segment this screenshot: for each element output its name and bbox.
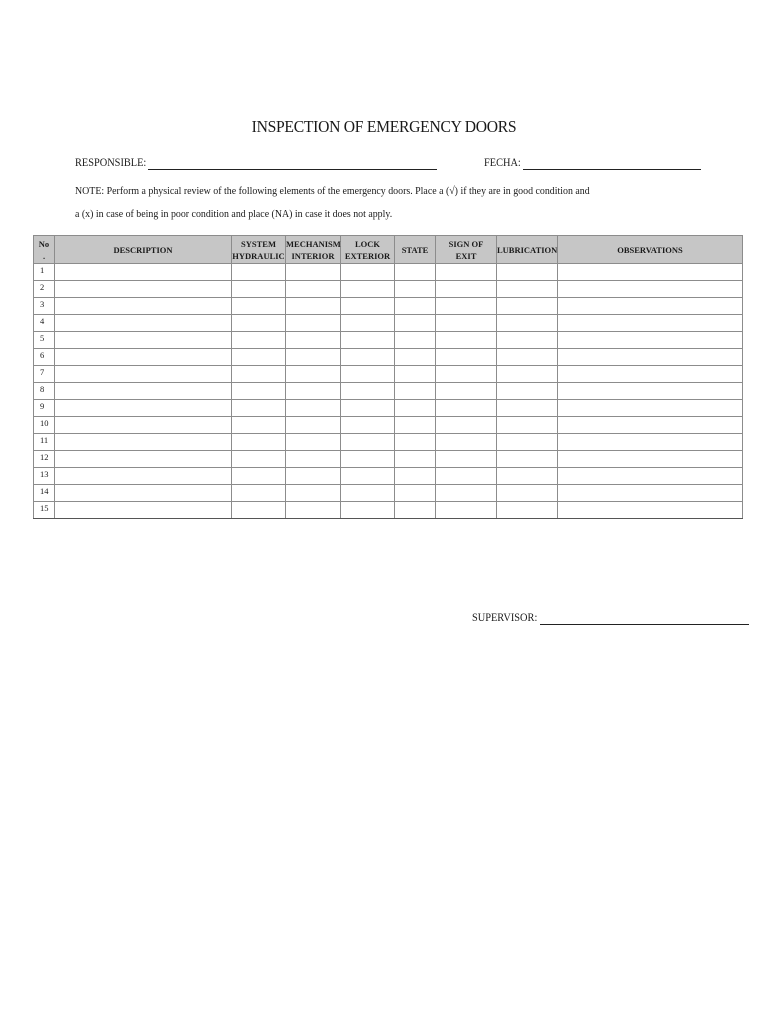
row-number: 6 [34, 349, 55, 366]
table-cell[interactable] [232, 434, 286, 451]
fecha-label: FECHA: [484, 157, 521, 169]
table-cell[interactable] [558, 468, 743, 485]
table-cell[interactable] [55, 366, 232, 383]
table-cell[interactable] [341, 366, 395, 383]
row-number: 5 [34, 332, 55, 349]
table-cell[interactable] [558, 332, 743, 349]
table-row [34, 315, 743, 332]
table-cell[interactable] [436, 434, 497, 451]
col-header-description: DESCRIPTION [55, 236, 232, 264]
row-number: 8 [34, 383, 55, 400]
table-cell[interactable] [558, 417, 743, 434]
table-cell[interactable] [286, 298, 341, 315]
table-cell[interactable] [341, 332, 395, 349]
table-cell[interactable] [232, 417, 286, 434]
table-cell[interactable] [286, 400, 341, 417]
table-cell[interactable] [286, 383, 341, 400]
table-cell[interactable] [497, 417, 558, 434]
table-cell[interactable] [395, 400, 436, 417]
row-number: 4 [34, 315, 55, 332]
table-cell[interactable] [286, 366, 341, 383]
table-row [34, 502, 743, 519]
table-cell[interactable] [558, 366, 743, 383]
table-cell[interactable] [395, 485, 436, 502]
table-row [34, 383, 743, 400]
table-cell[interactable] [497, 264, 558, 281]
row-number: 10 [34, 417, 55, 434]
table-cell[interactable] [497, 383, 558, 400]
row-number: 3 [34, 298, 55, 315]
table-cell[interactable] [395, 451, 436, 468]
table-cell[interactable] [436, 383, 497, 400]
table-cell[interactable] [436, 417, 497, 434]
table-cell[interactable] [341, 451, 395, 468]
table-cell[interactable] [436, 400, 497, 417]
table-cell[interactable] [395, 502, 436, 519]
table-cell[interactable] [55, 383, 232, 400]
table-row [34, 434, 743, 451]
table-cell[interactable] [286, 502, 341, 519]
table-cell[interactable] [232, 366, 286, 383]
table-cell[interactable] [341, 417, 395, 434]
table-cell[interactable] [55, 485, 232, 502]
table-cell[interactable] [436, 451, 497, 468]
table-cell[interactable] [558, 400, 743, 417]
table-cell[interactable] [497, 366, 558, 383]
table-cell[interactable] [286, 485, 341, 502]
table-cell[interactable] [497, 434, 558, 451]
table-row [34, 281, 743, 298]
table-cell[interactable] [232, 400, 286, 417]
table-cell[interactable] [558, 434, 743, 451]
table-cell[interactable] [341, 400, 395, 417]
table-cell[interactable] [436, 349, 497, 366]
table-cell[interactable] [232, 264, 286, 281]
table-cell[interactable] [341, 434, 395, 451]
col-header-lubrication: LUBRICATION [497, 236, 558, 264]
table-cell[interactable] [55, 332, 232, 349]
row-number: 11 [34, 434, 55, 451]
table-cell[interactable] [286, 349, 341, 366]
table-cell[interactable] [497, 298, 558, 315]
table-cell[interactable] [395, 366, 436, 383]
table-row [34, 400, 743, 417]
supervisor-field[interactable] [540, 623, 749, 625]
table-row [34, 298, 743, 315]
table-cell[interactable] [497, 281, 558, 298]
table-cell[interactable] [436, 332, 497, 349]
table-cell[interactable] [286, 281, 341, 298]
table-cell[interactable] [395, 383, 436, 400]
responsible-field[interactable] [148, 168, 437, 170]
row-number: 9 [34, 400, 55, 417]
inspection-table [33, 235, 743, 519]
row-number: 2 [34, 281, 55, 298]
table-cell[interactable] [497, 315, 558, 332]
table-cell[interactable] [436, 298, 497, 315]
table-cell[interactable] [232, 451, 286, 468]
fecha-field[interactable] [523, 168, 701, 170]
table-cell[interactable] [395, 332, 436, 349]
table-cell[interactable] [395, 281, 436, 298]
note-line-2: a (x) in case of being in poor condition and place (NA) in case it does not apply. [75, 208, 393, 220]
table-cell[interactable] [497, 400, 558, 417]
table-cell[interactable] [497, 502, 558, 519]
table-cell[interactable] [286, 332, 341, 349]
col-header-lock-exterior: LOCK EXTERIOR [341, 236, 395, 264]
table-cell[interactable] [558, 451, 743, 468]
table-cell[interactable] [558, 281, 743, 298]
table-cell[interactable] [395, 417, 436, 434]
table-row [34, 451, 743, 468]
table-cell[interactable] [497, 349, 558, 366]
table-cell[interactable] [436, 502, 497, 519]
table-cell[interactable] [232, 502, 286, 519]
table-row [34, 468, 743, 485]
table-cell[interactable] [558, 264, 743, 281]
table-cell[interactable] [55, 298, 232, 315]
row-number: 13 [34, 468, 55, 485]
table-cell[interactable] [55, 315, 232, 332]
col-header-sign-of-exit: SIGN OF EXIT [436, 236, 497, 264]
page-title: INSPECTION OF EMERGENCY DOORS [251, 117, 517, 136]
table-cell[interactable] [55, 281, 232, 298]
col-header-observations: OBSERVATIONS [558, 236, 743, 264]
table-cell[interactable] [497, 451, 558, 468]
table-cell[interactable] [55, 434, 232, 451]
row-number: 12 [34, 451, 55, 468]
table-cell[interactable] [341, 264, 395, 281]
table-cell[interactable] [232, 468, 286, 485]
table-cell[interactable] [436, 366, 497, 383]
table-row [34, 417, 743, 434]
table-cell[interactable] [558, 383, 743, 400]
table-cell[interactable] [436, 468, 497, 485]
table-cell[interactable] [286, 417, 341, 434]
table-cell[interactable] [286, 451, 341, 468]
table-cell[interactable] [395, 315, 436, 332]
table-cell[interactable] [55, 264, 232, 281]
table-cell[interactable] [395, 298, 436, 315]
table-cell[interactable] [341, 502, 395, 519]
table-cell[interactable] [341, 298, 395, 315]
row-number: 15 [34, 502, 55, 519]
table-cell[interactable] [232, 332, 286, 349]
note-line-1: NOTE: Perform a physical review of the following elements of the emergency doors. Place a (√) if they are in good condition and [75, 185, 590, 197]
table-cell[interactable] [497, 468, 558, 485]
table-cell[interactable] [286, 468, 341, 485]
row-number: 14 [34, 485, 55, 502]
table-row [34, 264, 743, 281]
table-header-row [34, 236, 743, 264]
table-cell[interactable] [558, 315, 743, 332]
table-cell[interactable] [55, 417, 232, 434]
table-row [34, 366, 743, 383]
table-cell[interactable] [341, 468, 395, 485]
table-cell[interactable] [395, 264, 436, 281]
table-cell[interactable] [55, 400, 232, 417]
table-cell[interactable] [497, 485, 558, 502]
table-cell[interactable] [232, 349, 286, 366]
table-cell[interactable] [436, 485, 497, 502]
table-cell[interactable] [395, 349, 436, 366]
table-cell[interactable] [55, 502, 232, 519]
col-header-mechanism-interior: MECHANISM INTERIOR [286, 236, 341, 264]
table-cell[interactable] [55, 349, 232, 366]
table-cell[interactable] [558, 485, 743, 502]
table-cell[interactable] [558, 298, 743, 315]
table-cell[interactable] [497, 332, 558, 349]
table-cell[interactable] [232, 281, 286, 298]
table-cell[interactable] [341, 383, 395, 400]
row-number: 7 [34, 366, 55, 383]
table-cell[interactable] [232, 315, 286, 332]
table-cell[interactable] [436, 315, 497, 332]
table-cell[interactable] [232, 383, 286, 400]
table-cell[interactable] [436, 281, 497, 298]
table-cell[interactable] [341, 315, 395, 332]
table-cell[interactable] [286, 264, 341, 281]
table-cell[interactable] [286, 434, 341, 451]
table-cell[interactable] [436, 264, 497, 281]
table-cell[interactable] [55, 468, 232, 485]
table-cell[interactable] [341, 349, 395, 366]
table-cell[interactable] [341, 281, 395, 298]
table-row [34, 485, 743, 502]
responsible-label: RESPONSIBLE: [75, 157, 147, 169]
table-cell[interactable] [286, 315, 341, 332]
table-cell[interactable] [341, 485, 395, 502]
col-header-system-hydraulic: SYSTEM HYDRAULIC [232, 236, 286, 264]
row-number: 1 [34, 264, 55, 281]
table-row [34, 332, 743, 349]
table-cell[interactable] [232, 298, 286, 315]
table-cell[interactable] [395, 434, 436, 451]
supervisor-label: SUPERVISOR: [472, 612, 538, 624]
table-row [34, 349, 743, 366]
table-cell[interactable] [395, 468, 436, 485]
col-header-no: No . [34, 236, 55, 264]
table-cell[interactable] [558, 502, 743, 519]
col-header-state: STATE [395, 236, 436, 264]
table-cell[interactable] [55, 451, 232, 468]
table-cell[interactable] [558, 349, 743, 366]
table-cell[interactable] [232, 485, 286, 502]
